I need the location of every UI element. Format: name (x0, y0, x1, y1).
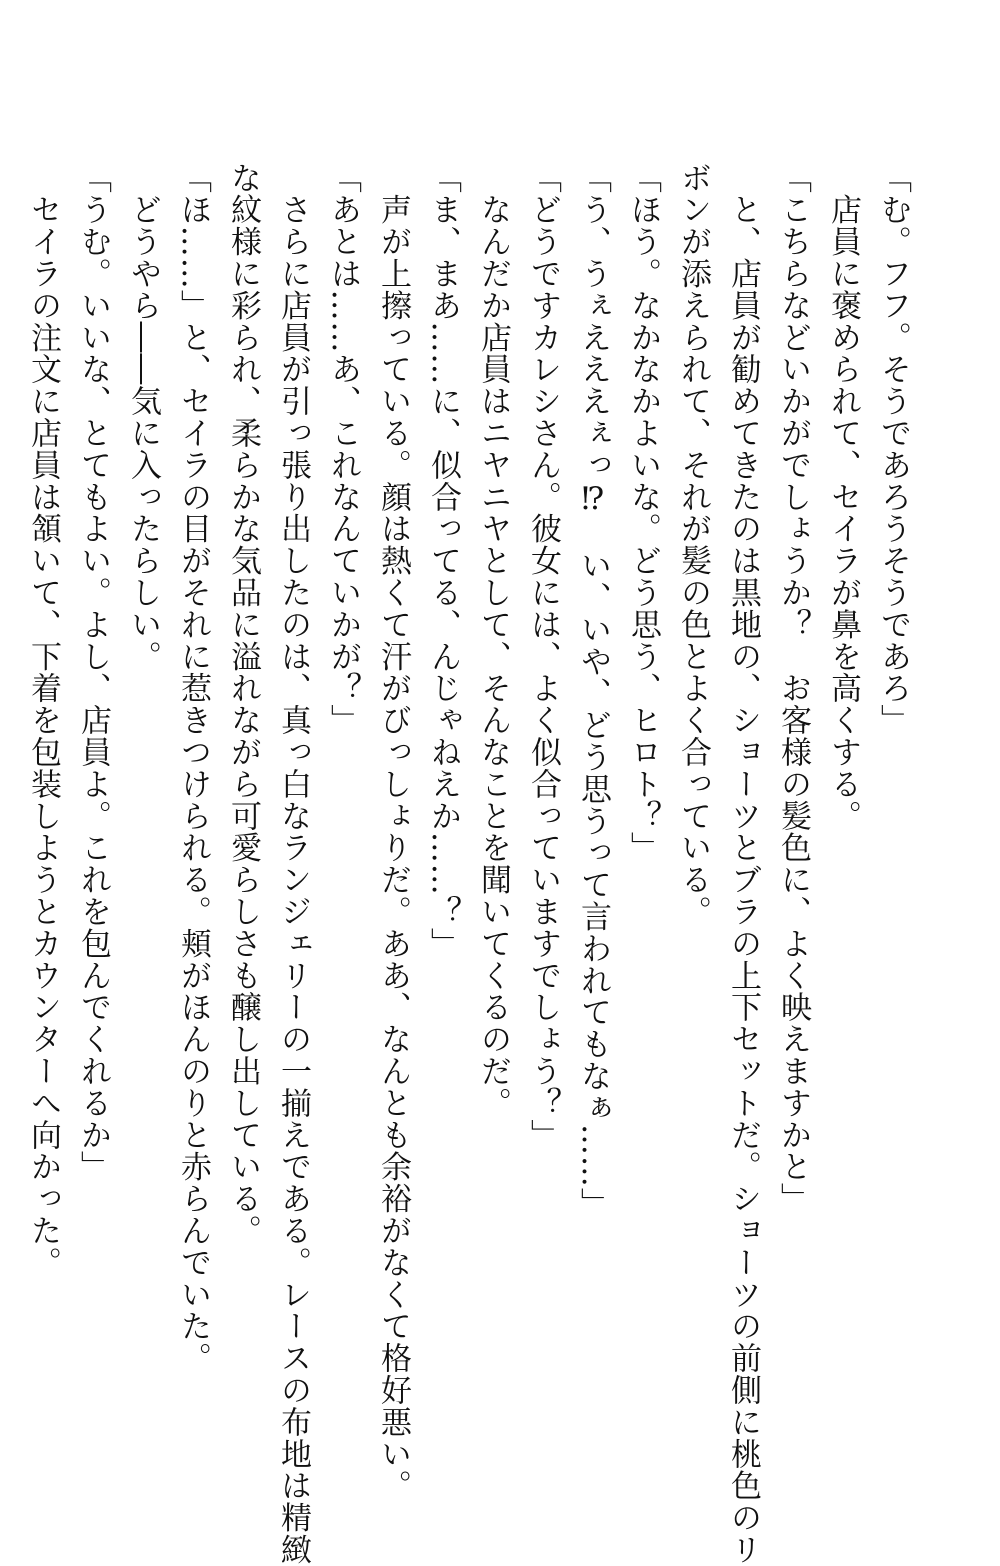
text-line: 「う、うぇえええぇっ⁉ い、いや、どう思うって言われてもなぁ……」 (575, 162, 611, 1220)
text-line: と、店員が勧めてきたのは黒地の、ショーツとブラの上下セットだ。ショーツの前側に桃色のリ (725, 162, 761, 1566)
text-line: 店員に褒められて、セイラが鼻を高くする。 (825, 162, 861, 832)
text-line: 「ほ……」と、セイラの目がそれに惹きつけられる。頬がほんのりと赤らんでいた。 (175, 162, 211, 1375)
text-line: 「うむ。いいな、とてもよい。よし、店員よ。これを包んでくれるか」 (75, 162, 111, 1183)
text-line: 「む。フフ。そうであろうそうであろ」 (875, 162, 911, 737)
text-line: 「あとは……あ、これなんていかが？」 (325, 162, 361, 737)
text-line: 声が上擦っている。顔は熱くて汗がびっしょりだ。ああ、なんとも余裕がなくて格好悪い。 (375, 162, 411, 1502)
text-line: どうやら――気に入ったらしい。 (125, 162, 161, 673)
text-line: さらに店員が引っ張り出したのは、真っ白なランジェリーの一揃えである。レースの布地は精緻 (275, 162, 311, 1566)
text-line: な紋様に彩られ、柔らかな気品に溢れながら可愛らしさも醸し出している。 (225, 162, 261, 1247)
body-text (18, 162, 918, 1566)
text-line: 「どうですカレシさん。彼女には、よく似合っていますでしょう？」 (525, 162, 561, 1151)
text-line: 「ほう。なかなかよいな。どう思う、ヒロト？」 (625, 162, 661, 864)
text-line: 「ま、まあ……に、似合ってる、んじゃねえか……？」 (425, 162, 461, 960)
text-line: ボンが添えられて、それが髪の色とよく合っている。 (675, 162, 711, 928)
text-line: なんだか店員はニヤニヤとして、そんなことを聞いてくるのだ。 (475, 162, 511, 1119)
text-line: 「こちらなどいかがでしょうか？ お客様の髪色に、よく映えますかと」 (775, 162, 811, 1215)
text-line: セイラの注文に店員は頷いて、下着を包装しようとカウンターへ向かった。 (25, 162, 61, 1279)
